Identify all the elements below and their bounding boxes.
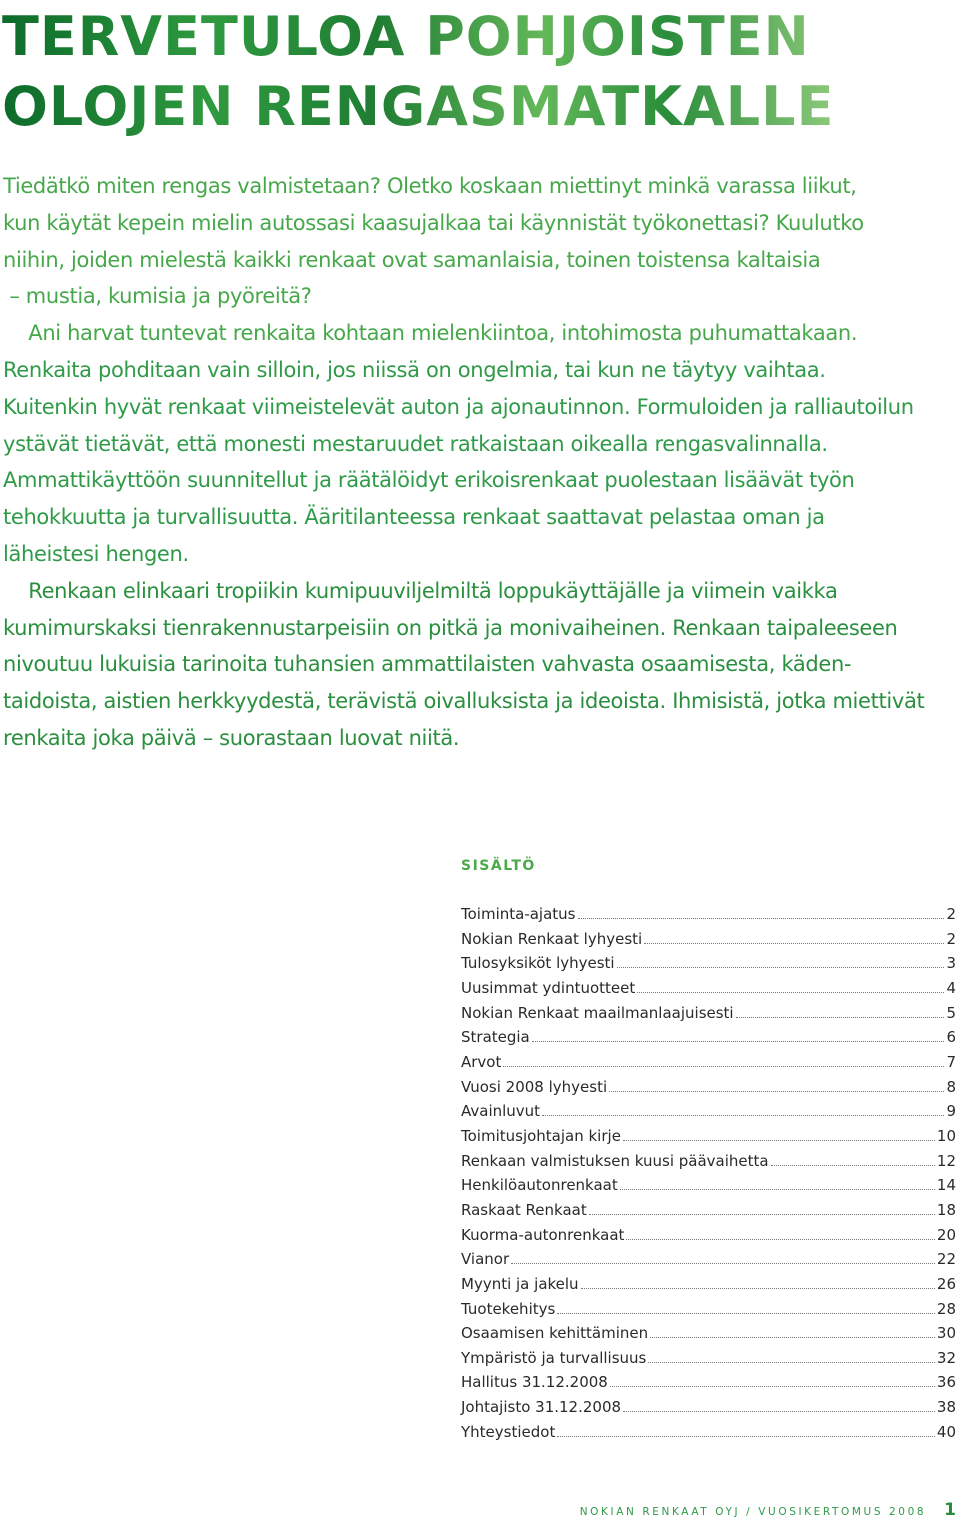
toc-item[interactable] [461, 1001, 956, 1026]
intro-line: renkaita joka päivä – suorastaan luovat niitä. [3, 725, 460, 750]
toc-item-page: 36 [936, 1373, 956, 1392]
toc-item-title: Arvot [461, 1052, 502, 1071]
toc-item-title: Nokian Renkaat lyhyesti [461, 929, 643, 948]
intro-line: tehokkuutta ja turvallisuutta. Ääritilanteessa renkaat saattavat pelastaa oman ja [3, 505, 825, 530]
toc-dot-leader [771, 1165, 935, 1166]
toc-dot-leader [648, 1362, 935, 1363]
intro-line: Ammattikäyttöön suunnitellut ja räätälöidyt erikoisrenkaat puolestaan lisäävät työn [3, 468, 855, 493]
footer-page-number: 1 [944, 1500, 956, 1520]
footer-publication: NOKIAN RENKAAT OYJ / VUOSIKERTOMUS 2008 [579, 1506, 927, 1518]
intro-line: niihin, joiden mielestä kaikki renkaat ovat samanlaisia, toinen toistensa kaltaisia [3, 247, 821, 272]
page-title [2, 2, 834, 142]
toc-dot-leader [557, 1313, 935, 1314]
intro-line: Tiedätkö miten rengas valmistetaan? Oletko koskaan miettinyt minkä varassa liikut, [3, 174, 857, 198]
toc-item-page: 9 [946, 1102, 956, 1121]
toc-dot-leader [589, 1214, 935, 1215]
toc-dot-leader [511, 1263, 935, 1264]
toc-dot-leader [644, 943, 944, 944]
toc-item[interactable] [461, 1223, 956, 1248]
intro-line: Kuitenkin hyvät renkaat viimeistelevät auton ja ajonautinnon. Formuloiden ja ralliautoilun [3, 394, 914, 419]
toc-item[interactable] [461, 902, 956, 927]
toc-dot-leader [542, 1115, 944, 1116]
toc-item-page: 12 [936, 1151, 956, 1170]
intro-line: taidoista, aistien herkkyydestä, terävistä oivalluksista ja ideoista. Ihmisistä, jotka miettivät [3, 689, 925, 714]
toc-item[interactable] [461, 1050, 956, 1075]
toc-dot-leader [623, 1411, 935, 1412]
toc-item-page: 26 [936, 1274, 956, 1293]
toc-item-title: Uusimmat ydintuotteet [461, 978, 636, 997]
toc-item-page: 14 [936, 1176, 956, 1195]
toc-item[interactable] [461, 927, 956, 952]
toc-item[interactable] [461, 1420, 956, 1445]
toc-item[interactable] [461, 1025, 956, 1050]
intro-line: Renkaita pohditaan vain silloin, jos niissä on ongelmia, tai kun ne täytyy vaihtaa. [3, 357, 826, 382]
intro-line: – mustia, kumisia ja pyöreitä? [3, 284, 312, 309]
toc-item-title: Toimitusjohtajan kirje [461, 1126, 621, 1145]
toc-item-page: 18 [936, 1200, 956, 1219]
toc-item-page: 20 [936, 1225, 956, 1244]
toc-item-page: 6 [946, 1028, 956, 1047]
toc-item-title: Tuotekehitys [461, 1299, 556, 1318]
intro-line: ystävät tietävät, että monesti mestaruudet ratkaistaan oikealla rengasvalinnalla. [3, 431, 828, 456]
toc-item-title: Vuosi 2008 lyhyesti [461, 1077, 608, 1096]
toc-item-title: Raskaat Renkaat [461, 1200, 587, 1219]
toc-item[interactable] [461, 1321, 956, 1346]
toc-item-title: Strategia [461, 1028, 530, 1047]
toc-item-title: Vianor [461, 1250, 510, 1269]
toc-item-page: 5 [946, 1003, 956, 1022]
intro-line: läheistesi hengen. [3, 541, 189, 566]
table-of-contents [461, 902, 956, 1444]
toc-dot-leader [736, 1017, 945, 1018]
toc-dot-leader [581, 1288, 935, 1289]
toc-item-page: 2 [946, 929, 956, 948]
toc-item-title: Ympäristö ja turvallisuus [461, 1348, 647, 1367]
toc-dot-leader [620, 1189, 935, 1190]
toc-item-page: 28 [936, 1299, 956, 1318]
toc-dot-leader [617, 967, 945, 968]
toc-item-page: 7 [946, 1052, 956, 1071]
toc-item[interactable] [461, 1198, 956, 1223]
toc-dot-leader [503, 1066, 944, 1067]
toc-dot-leader [578, 918, 945, 919]
toc-item-title: Toiminta-ajatus [461, 905, 576, 923]
toc-item-page: 22 [936, 1250, 956, 1269]
page-title-line-2: OLOJEN RENGASMATKALLE [2, 75, 835, 138]
toc-item-page: 10 [936, 1126, 956, 1145]
toc-item-title: Tulosyksiköt lyhyesti [461, 954, 615, 973]
toc-dot-leader [609, 1091, 944, 1092]
toc-item-title: Johtajisto 31.12.2008 [461, 1398, 622, 1417]
toc-item[interactable] [461, 1124, 956, 1149]
toc-item[interactable] [461, 951, 956, 976]
intro-line: Ani harvat tuntevat renkaita kohtaan mielenkiintoa, intohimosta puhumattakaan. [3, 321, 858, 346]
toc-item-title: Avainluvut [461, 1102, 541, 1121]
toc-item[interactable] [461, 976, 956, 1001]
toc-item-page: 32 [936, 1348, 956, 1367]
intro-line: kun käytät kepein mielin autossasi kaasujalkaa tai käynnistät työkonettasi? Kuulutko [3, 210, 864, 235]
intro-line: nivoutuu lukuisia tarinoita tuhansien ammattilaisten vahvasta osaamisesta, käden- [3, 652, 852, 677]
toc-item-title: Kuorma-autonrenkaat [461, 1225, 625, 1244]
toc-item-title: Osaamisen kehittäminen [461, 1324, 649, 1343]
toc-heading: SISÄLTÖ [461, 858, 536, 874]
toc-item-page: 40 [936, 1422, 956, 1441]
toc-dot-leader [532, 1041, 945, 1042]
toc-item-page: 38 [936, 1398, 956, 1417]
toc-item-page: 2 [946, 905, 956, 923]
intro-text [3, 168, 960, 757]
toc-item-page: 4 [946, 978, 956, 997]
toc-item-title: Nokian Renkaat maailmanlaajuisesti [461, 1003, 734, 1022]
toc-dot-leader [623, 1140, 935, 1141]
toc-item[interactable] [461, 1370, 956, 1395]
toc-item[interactable] [461, 1075, 956, 1100]
intro-line: Renkaan elinkaari tropiikin kumipuuviljelmiltä loppukäyttäjälle ja viimein vaikka [3, 578, 838, 603]
toc-item[interactable] [461, 1346, 956, 1371]
toc-dot-leader [626, 1239, 934, 1240]
toc-item[interactable] [461, 1272, 956, 1297]
toc-item[interactable] [461, 1099, 956, 1124]
toc-dot-leader [557, 1436, 935, 1437]
toc-item[interactable] [461, 1297, 956, 1322]
toc-item-title: Hallitus 31.12.2008 [461, 1373, 608, 1392]
toc-item[interactable] [461, 1173, 956, 1198]
toc-item-title: Henkilöautonrenkaat [461, 1176, 618, 1195]
toc-dot-leader [637, 992, 944, 993]
toc-item[interactable] [461, 1395, 956, 1420]
intro-line: kumimurskaksi tienrakennustarpeisiin on pitkä ja monivaiheinen. Renkaan taipaleeseen [3, 615, 898, 640]
toc-item-title: Yhteystiedot [461, 1422, 556, 1441]
toc-item[interactable] [461, 1247, 956, 1272]
toc-item-title: Myynti ja jakelu [461, 1274, 579, 1293]
toc-item-page: 30 [936, 1324, 956, 1343]
page-footer [580, 1500, 956, 1520]
toc-item-title: Renkaan valmistuksen kuusi päävaihetta [461, 1151, 769, 1170]
toc-dot-leader [650, 1337, 935, 1338]
toc-dot-leader [610, 1386, 935, 1387]
toc-item-page: 3 [946, 954, 956, 973]
page-title-line-1: TERVETULOA POHJOISTEN [2, 5, 810, 68]
toc-item-page: 8 [946, 1077, 956, 1096]
toc-item[interactable] [461, 1149, 956, 1174]
